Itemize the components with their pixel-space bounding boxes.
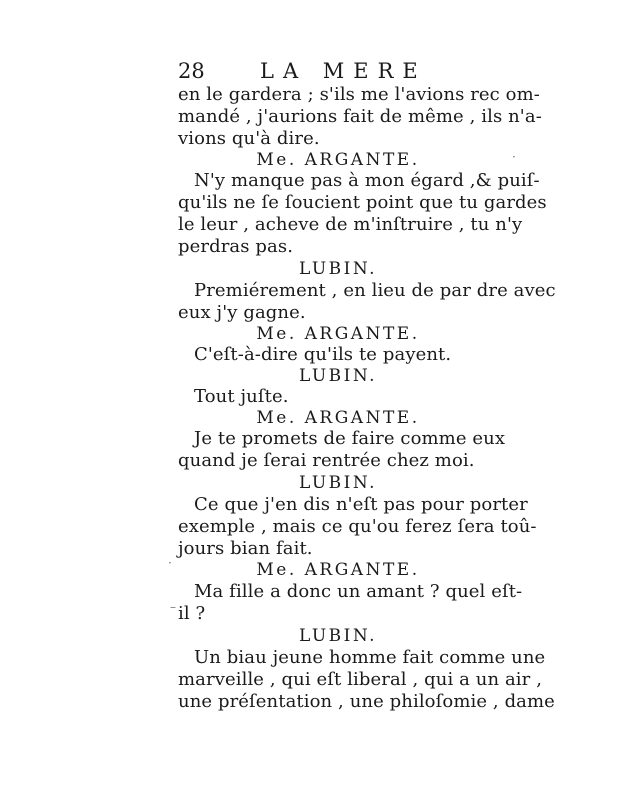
speaker-heading: LUBIN. [298,626,378,646]
text-line: vions qu'à dire. [178,128,320,149]
text-line: perdras pas. [178,236,294,257]
running-title: LA MERE [260,59,427,83]
text-line: eux j'y gagne. [178,302,306,323]
text-line: mandé , j'aurions fait de même , ils n'a- [178,106,542,127]
ink-speck: · [168,556,172,570]
text-line: Ce que j'en dis n'eſt pas pour porter [194,494,528,515]
ink-speck: · [512,150,516,164]
speaker-heading: LUBIN. [298,473,378,493]
text-line: une préſentation , une philoſomie , dame [178,691,555,712]
text-line: Premiérement , en lieu de par dre avec [194,280,556,301]
text-line: Tout juſte. [194,386,289,407]
speaker-heading: Me. ARGANTE. [256,408,420,428]
text-line: N'y manque pas à mon égard ,& puiſ- [194,170,540,191]
text-line: Un biau jeune homme fait comme une [194,647,546,668]
text-line: qu'ils ne ſe ſoucient point que tu gardes [178,192,547,213]
text-line: jours bian fait. [178,538,313,559]
text-line: marveille , qui eſt liberal , qui a un air , [178,669,543,690]
ink-speck: – [170,600,176,614]
speaker-heading: LUBIN. [298,366,378,386]
text-line: Ma fille a donc un amant ? quel eſt- [194,581,523,602]
text-line: en le gardera ; s'ils me l'avions rec om- [178,84,540,105]
page-number: 28 [178,59,205,83]
text-line: exemple , mais ce qu'ou ferez ſera toû- [178,516,537,537]
speaker-heading: LUBIN. [298,259,378,279]
text-line: il ? [178,603,206,624]
text-line: quand je ſerai rentrée chez moi. [178,450,475,471]
speaker-heading: Me. ARGANTE. [256,150,420,170]
speaker-heading: Me. ARGANTE. [256,560,420,580]
text-line: C'eſt-à-dire qu'ils te payent. [194,344,452,365]
speaker-heading: Me. ARGANTE. [256,324,420,344]
text-line: Je te promets de faire comme eux [194,428,506,449]
text-line: le leur , acheve de m'inſtruire , tu n'y [178,214,523,235]
